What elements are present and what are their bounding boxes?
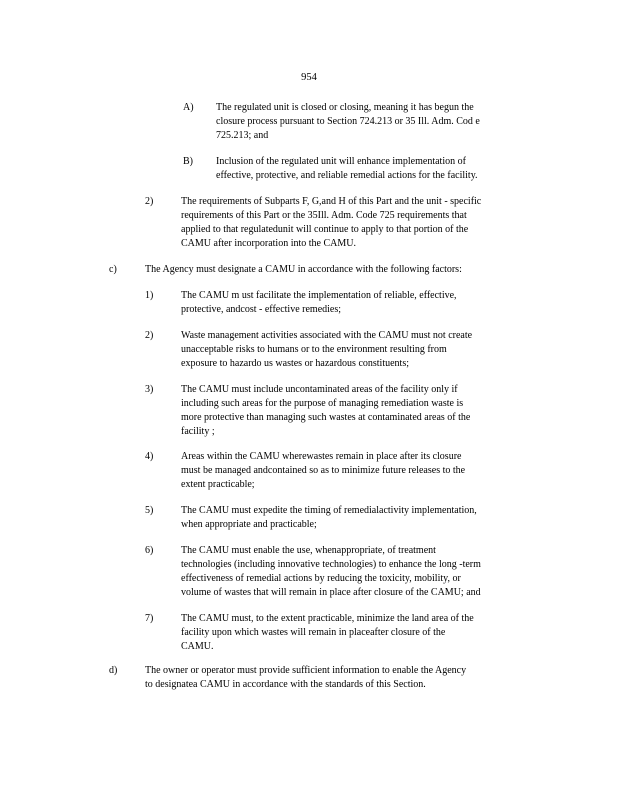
item-text [181,544,481,600]
item-line: The CAMU must expedite the timing of remedialactivity implementation, [181,505,477,516]
item-text [181,612,474,654]
item-label: 3) [145,384,154,395]
item-label: B) [183,156,193,167]
item-text [181,195,481,251]
item-line: volume of wastes that will remain in place after closure of the CAMU; and [181,587,481,598]
item-line: requirements of this Part or the 35Ill. Adm. Code 725 requirements that [181,210,467,221]
item-line: Inclusion of the regulated unit will enhance implementation of [216,156,466,167]
item-line: applied to that regulatedunit will continue to apply to that portion of the [181,224,469,235]
item-text [181,289,457,317]
item-text [145,263,462,277]
item-text [216,155,478,183]
item-line: effectiveness of remedial actions by reducing the toxicity, mobility, or [181,573,461,584]
item-label: 2) [145,330,154,341]
item-line: protective, andcost - effective remedies; [181,304,342,315]
item-line: must be managed andcontained so as to minimize future releases to the [181,465,466,476]
item-line: The CAMU must enable the use, whenappropriate, of treatment [181,545,436,556]
item-line: The owner or operator must provide sufficient information to enable the Agency [145,665,467,676]
page-number: 954 [301,72,317,83]
item-text [181,450,465,492]
item-line: CAMU. [181,641,214,652]
item-label: 6) [145,545,154,556]
item-line: facility ; [181,426,215,437]
item-line: facility upon which wastes will remain in placeafter closure of the [181,627,446,638]
item-text [181,504,477,532]
item-line: Waste management activities associated with the CAMU must not create [181,330,473,341]
item-line: CAMU after incorporation into the CAMU. [181,238,356,249]
item-line: closure process pursuant to Section 724.213 or 35 Ill. Adm. Cod e [216,116,480,127]
item-text [216,101,480,143]
item-line: extent practicable; [181,479,255,490]
item-text [181,329,472,371]
item-line: technologies (including innovative technologies) to enhance the long -term [181,559,481,570]
item-label: d) [109,665,118,676]
item-line: when appropriate and practicable; [181,519,317,530]
item-line: The CAMU m ust facilitate the implementation of reliable, effective, [181,290,457,301]
item-label: 5) [145,505,154,516]
item-line: The Agency must designate a CAMU in accordance with the following factors: [145,264,462,275]
item-line: 725.213; and [216,130,269,141]
item-label: 1) [145,290,154,301]
item-line: effective, protective, and reliable remedial actions for the facility. [216,170,478,181]
item-line: The regulated unit is closed or closing, meaning it has begun the [216,102,474,113]
item-line: The CAMU must, to the extent practicable, minimize the land area of the [181,613,474,624]
item-line: including such areas for the purpose of managing remediation waste is [181,398,464,409]
item-line: Areas within the CAMU wherewastes remain in place after its closure [181,451,462,462]
item-label: 4) [145,451,154,462]
item-label: 2) [145,196,154,207]
item-line: The requirements of Subparts F, G,and H of this Part and the unit - specific [181,196,482,207]
item-label: 7) [145,613,154,624]
item-text [181,383,470,439]
item-line: to designatea CAMU in accordance with the standards of this Section. [145,679,426,690]
item-label: c) [109,264,117,275]
item-line: exposure to hazardo us wastes or hazardous constituents; [181,358,409,369]
item-line: more protective than managing such wastes at contaminated areas of the [181,412,471,423]
item-line: The CAMU must include uncontaminated areas of the facility only if [181,384,458,395]
item-line: unacceptable risks to humans or to the environment resulting from [181,344,447,355]
item-text [145,664,466,692]
item-label: A) [183,102,194,113]
